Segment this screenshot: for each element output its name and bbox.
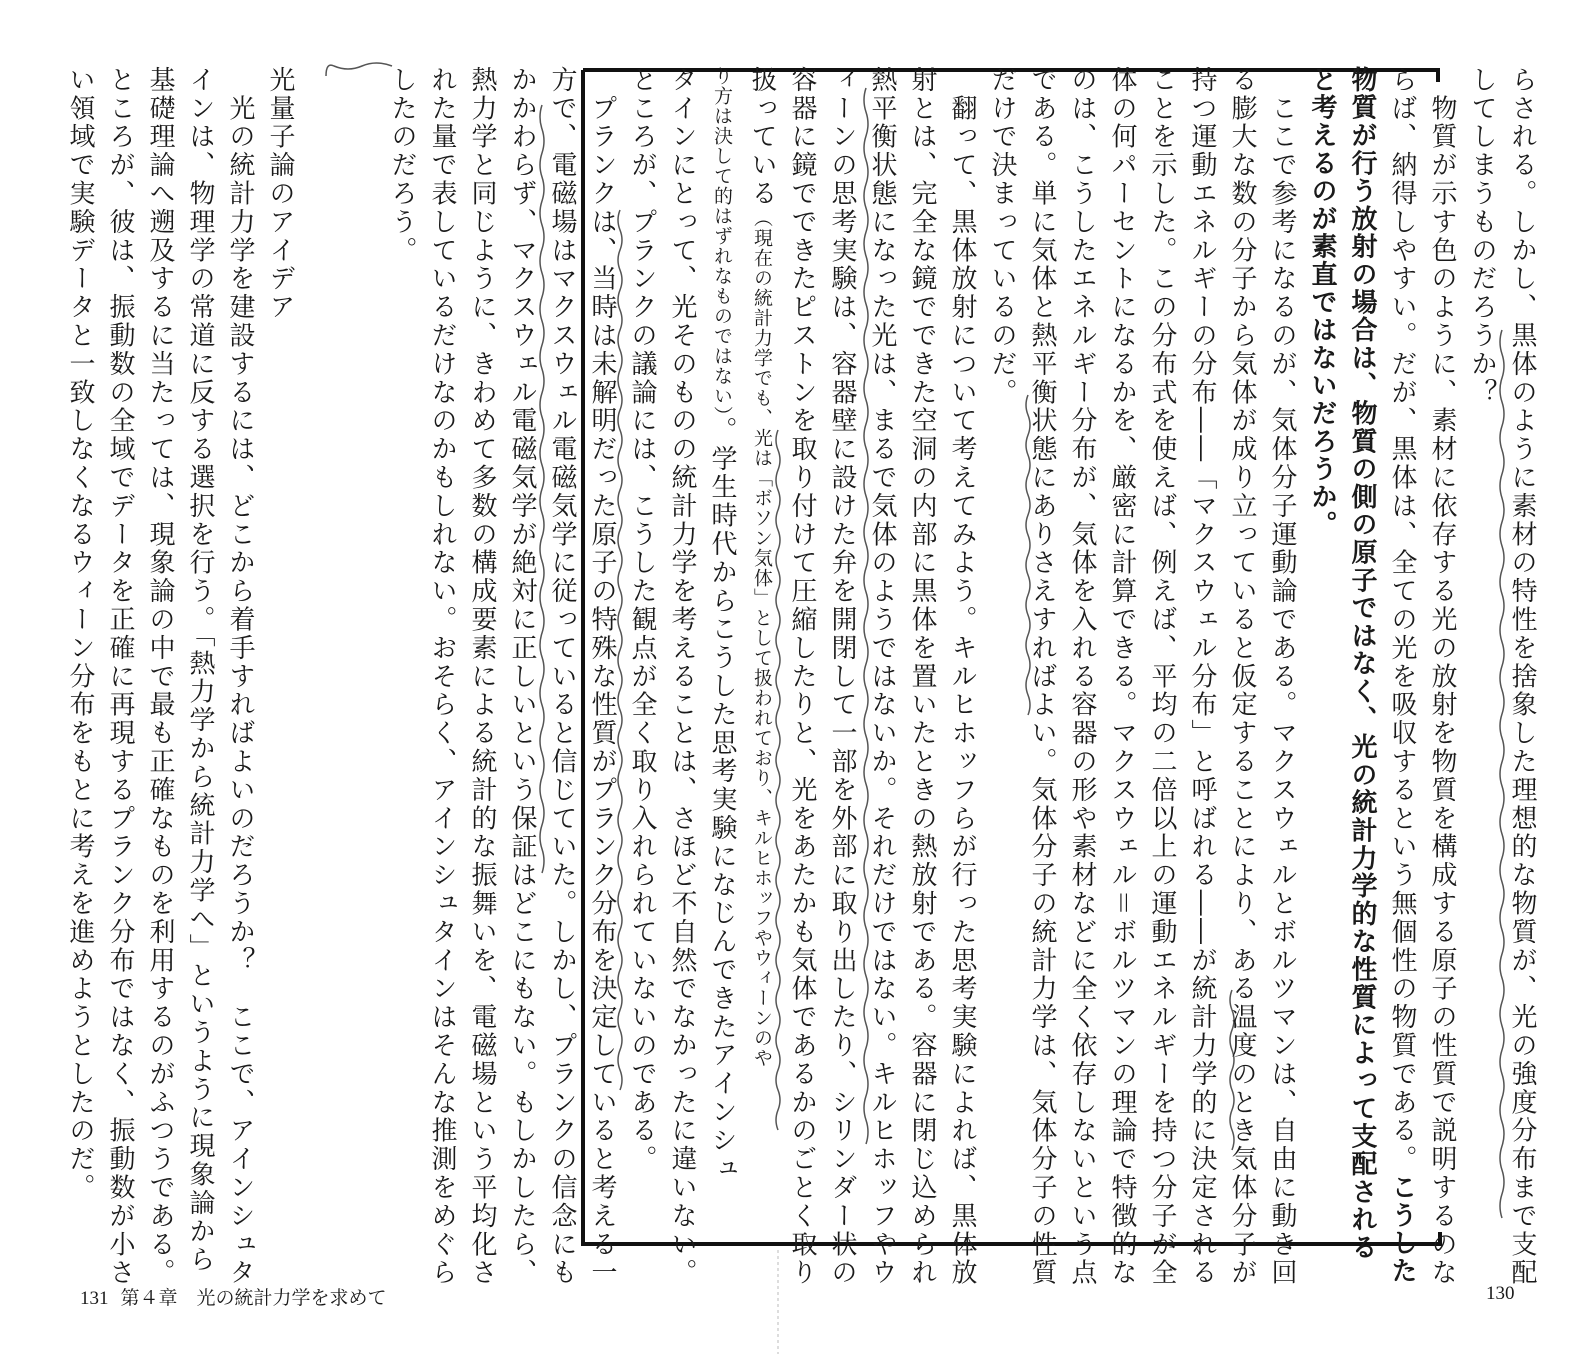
text-line: タインにとって、光そのものの統計力学を考えることは、さほど不自然でなかったに違いない。 <box>667 66 697 1288</box>
page-number-right: 130 <box>1486 1283 1515 1304</box>
text-line: り方は決して的はずれなものではない）。学生時代からこうした思考実験になじんできたアインシュ <box>707 66 737 1184</box>
text-line: だけで決まっているのだ。 <box>987 66 1017 407</box>
text-line: 持つ運動エネルギーの分布――「マクスウェル分布」と呼ばれる――が統計力学的に決定される <box>1187 66 1217 1288</box>
text-line: 物質が示す色のように、素材に依存する光の放射を物質を構成する原子の性質で説明するのな <box>1427 66 1457 1288</box>
text-line: プランクは、当時は未解明だった原子の特殊な性質がプランク分布を決定していると考える一 <box>587 66 617 1288</box>
running-head: 第４章 光の統計力学を求めて <box>120 1288 387 1309</box>
text-line: である。単に気体と熱平衡状態にありさえすればよい。気体分子の統計力学は、気体分子の性質 <box>1027 66 1057 1288</box>
text-line: ことを示した。この分布式を使えば、例えば、平均の二倍以上の運動エネルギーを持つ分子が全 <box>1147 66 1177 1288</box>
text-line: らば、納得しやすい。だが、黒体は、全ての光を吸収するという無個性の物質である。こうした <box>1387 66 1417 1285</box>
text-line: る膨大な数の分子から気体が成り立っていると仮定することにより、ある温度のとき気体分子が <box>1227 66 1257 1288</box>
text-line: 方で、電磁場はマクスウェル電磁気学に従っていると信じていた。しかし、プランクの信念にも <box>547 66 577 1288</box>
section-heading: 光量子論のアイデア <box>265 66 295 322</box>
text-line: れた量で表しているだけなのかもしれない。おそらく、アインシュタインはそんな推測をめぐら <box>427 66 457 1288</box>
text-line: インは、物理学の常道に反する選択を行う。「熱力学から統計力学へ」というように現象論から <box>185 66 215 1275</box>
text-line: ところが、彼は、振動数の全域でデータを正確に再現するプランク分布ではなく、振動数が小さ <box>105 66 135 1288</box>
text-line: ここで参考になるのが、気体分子運動論である。マクスウェルとボルツマンは、自由に動き回 <box>1267 66 1297 1288</box>
text-line: 翻って、黒体放射について考えてみよう。キルヒホッフらが行った思考実験によれば、黒体放 <box>947 66 977 1288</box>
text-line: 熱平衡状態になった光は、まるで気体のようではないか。それだけではない。キルヒホッフやウ <box>867 66 897 1288</box>
text-line: 容器に鏡でできたピストンを取り付けて圧縮したりと、光をあたかも気体であるかのごとく取り <box>787 66 817 1288</box>
text-line: 光の統計力学を建設するには、どこから着手すればよいのだろうか？ ここで、アインシュタ <box>225 66 255 1288</box>
text-line: 体の何パーセントになるかを、厳密に計算できる。マクスウェル＝ボルツマンの理論で特徴的な <box>1107 66 1137 1288</box>
text-line: 物質が行う放射の場合は、物質の側の原子ではなく、光の統計力学的な性質によって支配される <box>1347 66 1377 1262</box>
text-line: 基礎理論へ遡及するに当たっては、現象論の中で最も正確なものを利用するのがふつうである。 <box>145 66 175 1288</box>
text-line: してしまうものだろうか？ <box>1467 66 1497 407</box>
text-line: 扱っている（現在の統計力学でも、光は「ボソン気体」として扱われており、キルヒホッフやウィーンのや <box>747 66 777 1068</box>
page-number-left: 131 第４章 光の統計力学を求めて <box>80 1288 387 1309</box>
text-line: したのだろう。 <box>387 66 417 265</box>
text-line: ところが、プランクの議論には、こうした観点が全く取り入れられていないのである。 <box>627 66 657 1174</box>
text-line: かかわらず、マクスウェル電磁気学が絶対に正しいという保証はどこにもない。もしかしたら、 <box>507 66 537 1288</box>
text-line: と考えるのが素直ではないだろうか。 <box>1307 66 1337 539</box>
text-line: 熱力学と同じように、きわめて多数の構成要素による統計的な振舞いを、電磁場という平均化さ <box>467 66 497 1288</box>
text-line: 射とは、完全な鏡でできた空洞の内部に黒体を置いたときの熱放射である。容器に閉じ込められ <box>907 66 937 1288</box>
text-line: い領域で実験データと一致しなくなるウィーン分布をもとに考えを進めようとしたのだ。 <box>65 66 95 1202</box>
text-line: らされる。しかし、黒体のように素材の特性を捨象した理想的な物質が、光の強度分布まで支配 <box>1507 66 1537 1288</box>
text-line: のは、こうしたエネルギー分布が、気体を入れる容器の形や素材などに全く依存しないという点 <box>1067 66 1097 1288</box>
text-line: ィーンの思考実験は、容器壁に設けた弁を開閉して一部を外部に取り出したり、シリンダー状の <box>827 66 857 1288</box>
